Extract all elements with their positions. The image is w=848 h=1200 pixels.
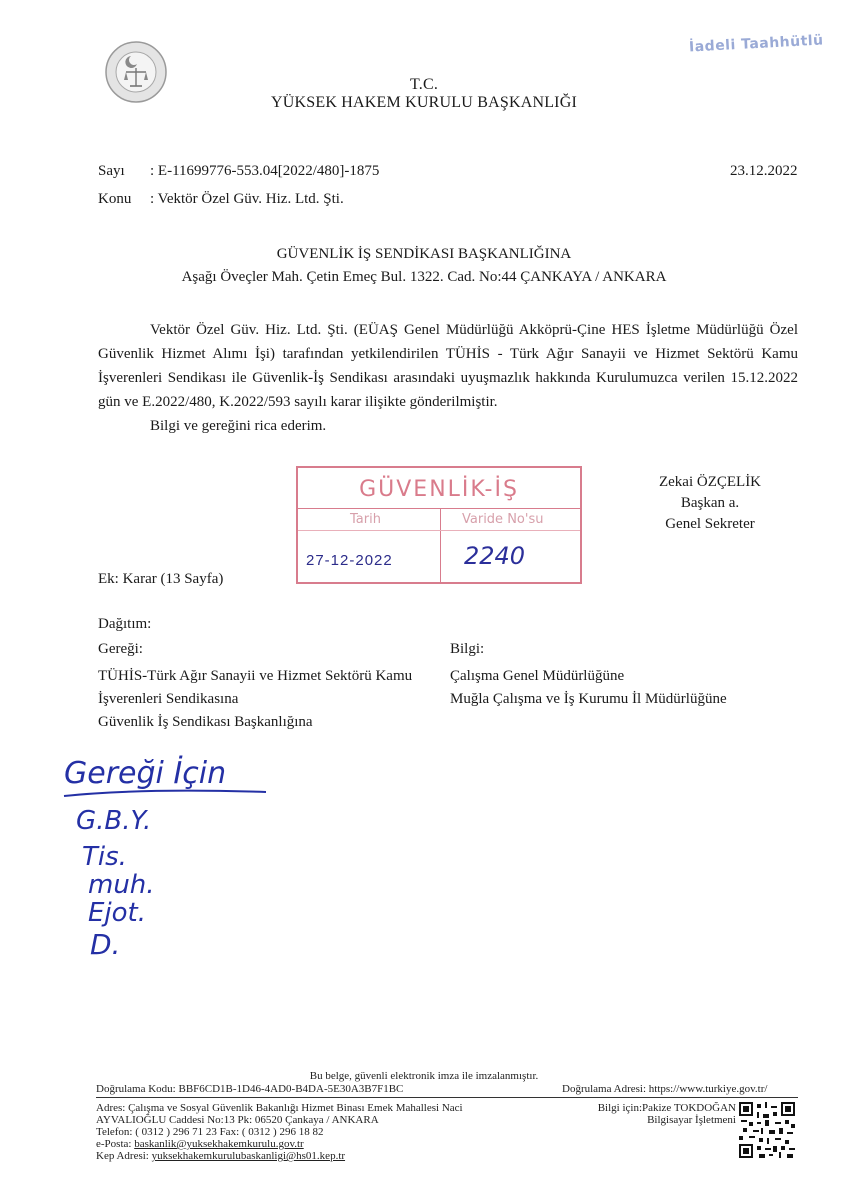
letter-body (98, 318, 798, 438)
addressee-name: GÜVENLİK İŞ SENDİKASI BAŞKANLIĞINA (276, 246, 572, 262)
document-date: 23.12.2022 (730, 163, 798, 179)
address-line: AYVALIOĞLU Caddesi No:13 Pk: 06520 Çankaya / ANKARA (96, 1114, 379, 1126)
email-label: e-Posta: (96, 1138, 132, 1150)
contact-person (560, 1102, 736, 1126)
registered-mail-stamp: İadeli Taahhütlü (689, 32, 825, 56)
address-line: Adres: Çalışma ve Sosyal Güvenlik Bakanlığı Hizmet Binası Emek Mahallesi Naci (96, 1102, 463, 1114)
kep-link[interactable]: yuksekhakemkurulubaskanligi@hs01.kep.tr (151, 1150, 346, 1162)
stamp-row-line (298, 530, 580, 531)
addressee-address: Aşağı Öveçler Mah. Çetin Emeç Bul. 1322. Cad. No:44 ÇANKAYA / ANKARA (181, 269, 667, 285)
handwritten-note: D. (90, 928, 121, 961)
bilgi-label: Bilgi: (450, 641, 485, 657)
stamp-date-label: Tarih (350, 512, 381, 527)
bilgi-item: Çalışma Genel Müdürlüğüne (450, 668, 625, 684)
bilgi-section (450, 638, 727, 711)
info-line: Bilgi için:Pakize TOKDOĞAN (597, 1102, 736, 1114)
stamp-divider (440, 508, 441, 582)
info-line: Bilgisayar İşletmeni (647, 1114, 736, 1126)
verify-address: Doğrulama Adresi: https://www.turkiye.gov.tr/ (562, 1083, 768, 1095)
footer-divider (96, 1097, 798, 1098)
handwritten-note: Gereği İçin (64, 756, 227, 791)
handwritten-note: muh. (88, 870, 155, 900)
email-link[interactable]: baskanlik@yuksekhakemkurulu.gov.tr (134, 1138, 304, 1150)
phone-line: Telefon: ( 0312 ) 296 71 23 Fax: ( 0312 ) 296 18 82 (96, 1126, 324, 1138)
body-closing: Bilgi ve gereğini rica ederim. (150, 418, 327, 434)
gereği-item: Güvenlik İş Sendikası Başkanlığına (98, 714, 313, 730)
bilgi-item: Muğla Çalışma ve İş Kurumu İl Müdürlüğüne (450, 691, 727, 707)
sayi-value: : E-11699776-553.04[2022/480]-1875 (150, 163, 380, 179)
konu-value: : Vektör Özel Güv. Hiz. Ltd. Şti. (150, 191, 344, 207)
handwritten-note: Ejot. (88, 898, 147, 928)
kep-label: Kep Adresi: (96, 1150, 149, 1162)
email-line (96, 1138, 463, 1150)
sayi-label: Sayı (98, 163, 125, 179)
stamp-date-value: 27-12-2022 (306, 552, 393, 569)
qr-code-icon (739, 1102, 795, 1158)
stamp-number-label: Varide No'su (462, 512, 544, 527)
signatory-title2: Genel Sekreter (665, 516, 755, 532)
signatory-title1: Başkan a. (680, 495, 740, 511)
verify-code: Doğrulama Kodu: BBF6CD1B-1D46-4AD0-B4DA-5E30A3B7F1BC (96, 1083, 404, 1095)
header-institution: YÜKSEK HAKEM KURULU BAŞKANLIĞI (271, 94, 577, 111)
stamp-title: GÜVENLİK-İŞ (298, 472, 580, 509)
handwriting-underline (60, 782, 270, 802)
attachment-line: Ek: Karar (13 Sayfa) (98, 571, 224, 587)
konu-label: Konu (98, 191, 132, 207)
kep-line (96, 1150, 463, 1162)
esign-note: Bu belge, güvenli elektronik imza ile imzalanmıştır. (309, 1070, 539, 1082)
signature-block (620, 472, 800, 535)
gereği-section (98, 638, 412, 734)
gereği-label: Gereği: (98, 641, 143, 657)
handwritten-note: G.B.Y. (76, 806, 152, 836)
footer-contact (96, 1102, 463, 1162)
gereği-item: TÜHİS-Türk Ağır Sanayii ve Hizmet Sektörü Kamu (98, 668, 413, 684)
body-paragraph: Vektör Özel Güv. Hiz. Ltd. Şti. (EÜAŞ Genel Müdürlüğü Akköprü-Çine HES İşletme Müdürlüğü Özel Güvenlik Hizmet Alımı İşi) tarafından yetkilendirilen TÜHİS - Türk Ağır Sanayii ve Hizmet Sektörü Kamu İşverenleri Sendikası ile Güvenlik-İş Sendikası arasındaki uyuşmazlık hakkında Kurulumuzca verilen 15.12.2022 gün ve E.2022/480, K.2022/593 sayılı karar ilişikte gönderilmiştir. (98, 322, 798, 410)
received-stamp (296, 466, 582, 584)
header-tc: T.C. (409, 76, 439, 93)
gereği-item: İşverenleri Sendikasına (98, 691, 239, 707)
distribution-label: Dağıtım: (98, 616, 152, 632)
signatory-name: Zekai ÖZÇELİK (658, 474, 762, 490)
stamp-number-value: 2240 (464, 542, 526, 570)
handwritten-note: Tis. (82, 842, 127, 872)
